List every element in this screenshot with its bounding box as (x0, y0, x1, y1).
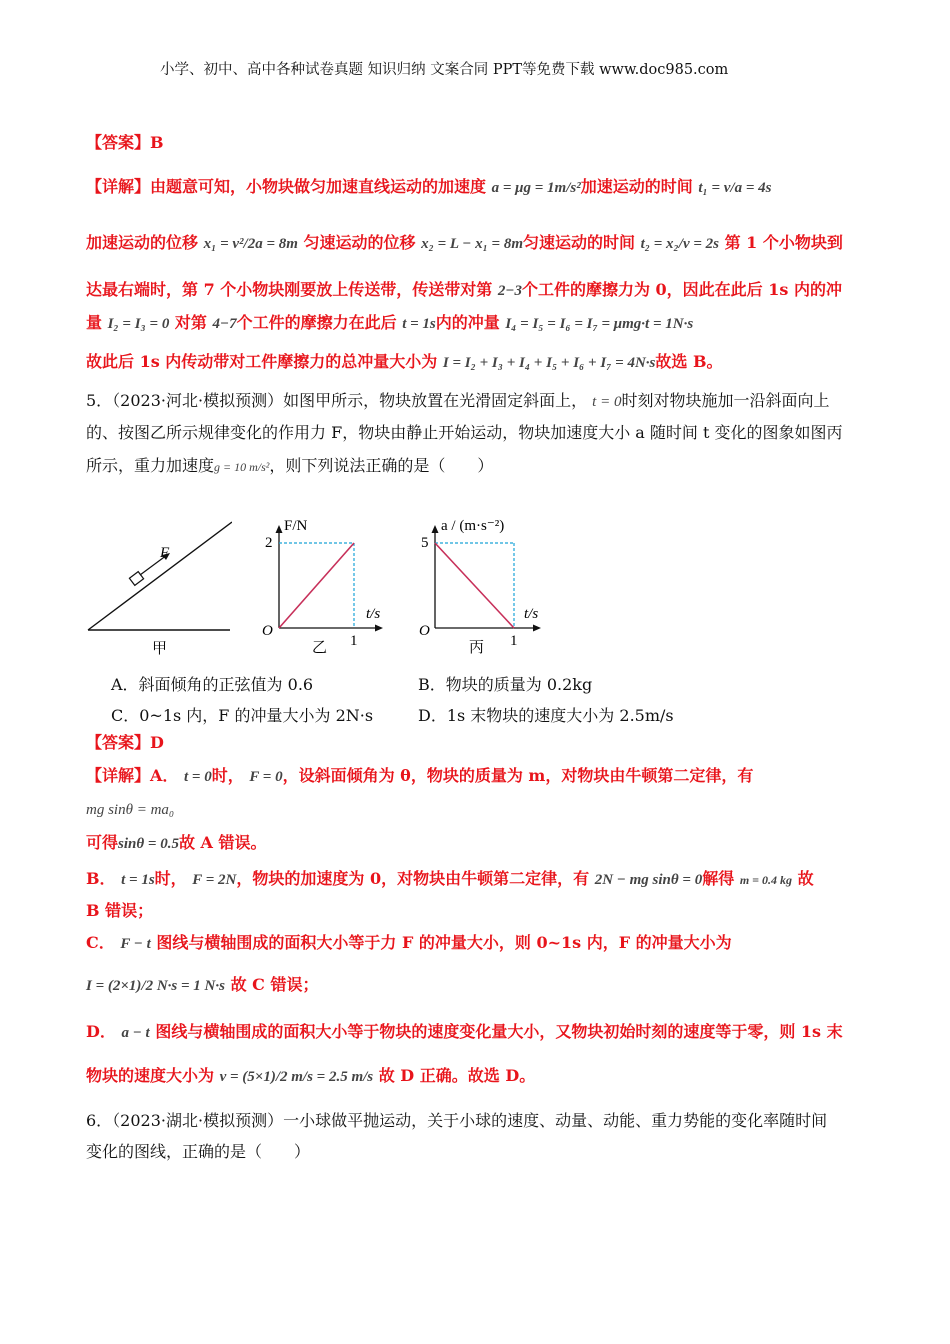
answer-value: B (150, 133, 164, 152)
origin-label: O (262, 623, 273, 639)
acceleration-line (435, 543, 514, 628)
y-tick: 2 (265, 535, 273, 551)
q5-answer (86, 733, 164, 753)
formula: x₁ = v²/2a = 8m (203, 236, 298, 252)
text: 匀速运动的时间 (523, 233, 636, 252)
text: 由题意可知，小物块做匀加速直线运动的加速度 (150, 177, 487, 196)
q6-stem-line-2: 变化的图线，正确的是（ ） (86, 1142, 311, 1161)
x-label: t/s (524, 606, 539, 622)
x-tick: 1 (350, 633, 358, 649)
q5-detail-d-line-1 (86, 1022, 843, 1043)
formula: t = 0 (184, 769, 212, 785)
text: 可得 (86, 833, 119, 852)
text: 解得 (702, 869, 735, 888)
caption-jia: 甲 (152, 641, 168, 657)
text: 内的冲量 (435, 313, 500, 332)
text: 个工件的摩擦力在此后 (236, 313, 397, 332)
text: ，物块的加速度为 0，对物块由牛顿第二定律，有 (236, 869, 590, 888)
formula: t = 0 (592, 394, 622, 410)
q4-detail-line-4 (86, 313, 693, 334)
text: 故 D 正确。故选 D。 (378, 1066, 536, 1085)
text: 第 1 个小物块到 (724, 233, 843, 252)
formula: t₂ = x₂/v = 2s (640, 236, 719, 252)
text: 加速运动的时间 (580, 177, 693, 196)
text: ，设斜面倾角为 θ，物块的质量为 m，对物块由牛顿第二定律，有 (282, 766, 754, 785)
q5-detail-b-line-2: B 错误； (86, 901, 154, 920)
formula: v = (5×1)/2 m/s = 2.5 m/s (219, 1069, 374, 1085)
y-axis-arrow (432, 525, 439, 533)
q5-detail-c-line-1 (86, 933, 732, 954)
answer-label: 【答案】 (86, 733, 151, 752)
formula: a − t (121, 1025, 150, 1041)
q5-detail-d-line-2 (86, 1066, 535, 1087)
text: 量 (86, 313, 103, 332)
formula: 4−7 (212, 316, 237, 332)
x-axis-arrow (533, 625, 541, 632)
formula: t₁ = v/a = 4s (698, 180, 772, 196)
formula: 2N − mg sinθ = 0 (594, 872, 703, 888)
formula: m = 0.4 kg (739, 873, 792, 887)
q5-detail-a-line-1 (86, 766, 753, 787)
text: 对第 (174, 313, 207, 332)
formula: t = 1s (121, 872, 155, 888)
formula: a = μg = 1m/s² (491, 180, 581, 196)
option-d: D．1s 末物块的速度大小为 2.5m/s (418, 706, 674, 725)
q5-detail-a-line-3 (86, 833, 267, 854)
text: 故选 B。 (655, 352, 723, 371)
formula: sinθ = 0.5 (118, 836, 179, 852)
formula: I = (2×1)/2 N·s = 1 N·s (86, 978, 225, 994)
x-tick: 1 (510, 633, 518, 649)
answer-label: 【答案】 (86, 133, 151, 152)
x-axis-arrow (375, 625, 383, 632)
text: 达最右端时，第 7 个小物块刚要放上传送带，传送带对第 (86, 280, 493, 299)
text: 时刻对物块施加一沿斜面向上 (621, 391, 830, 410)
q5-detail-b-line-1 (86, 869, 814, 890)
text: 故 A 错误。 (178, 833, 267, 852)
y-label: a / (m·s⁻²) (441, 518, 505, 534)
detail-label: 【详解】 (86, 177, 151, 196)
origin-label: O (419, 623, 430, 639)
q4-detail-line-3 (86, 280, 842, 301)
formula: I₂ = I₃ = 0 (107, 316, 170, 332)
formula: F = 2N (192, 872, 237, 888)
incline-line (88, 522, 232, 630)
text: 故此后 1s 内传动带对工件摩擦力的总冲量大小为 (86, 352, 438, 371)
q5-detail-c-line-2 (86, 975, 318, 996)
formula: F = 0 (249, 769, 283, 785)
detail-label: 【详解】 (86, 766, 151, 785)
q4-detail-line-2 (86, 233, 843, 254)
page-header: 小学、初中、高中各种试卷真题 知识归纳 文案合同 PPT等免费下载 www.doc985.com (160, 62, 729, 78)
q4-answer (86, 133, 164, 153)
text: 时， (211, 766, 244, 785)
force-label: F (160, 545, 170, 561)
q4-detail-line-5 (86, 352, 722, 373)
text: D． (86, 1022, 116, 1041)
formula: t = 1s (402, 316, 436, 332)
text: 故 C 错误； (230, 975, 319, 994)
force-line (279, 543, 354, 628)
q4-detail-line-1 (86, 177, 771, 198)
text: 故 (797, 869, 814, 888)
text: A． (150, 766, 179, 785)
option-a: A．斜面倾角的正弦值为 0.6 (111, 675, 314, 694)
q5-stem-line-3 (86, 456, 493, 477)
caption-yi: 乙 (312, 640, 328, 656)
formula: x₂ = L − x₁ = 8m (421, 236, 524, 252)
text: 个工件的摩擦力为 0，因此在此后 1s 内的冲 (521, 280, 842, 299)
formula: I₄ = I₅ = I₆ = I₇ = μmg·t = 1N·s (505, 316, 694, 332)
y-axis-arrow (276, 525, 283, 533)
q5-stem-line-1 (86, 391, 829, 412)
text: 所示，重力加速度 (86, 456, 215, 475)
option-b: B．物块的质量为 0.2kg (418, 675, 593, 694)
answer-value: D (150, 733, 164, 752)
formula: F − t (120, 936, 151, 952)
text: C． (86, 933, 115, 952)
formula: I = I₂ + I₃ + I₄ + I₅ + I₆ + I₇ = 4N·s (442, 355, 656, 371)
q6-stem-line-1: 6．（2023·湖北·模拟预测）一小球做平抛运动，关于小球的速度、动量、动能、重力势能的变化率随时间 (86, 1111, 828, 1130)
text: 图线与横轴围成的面积大小等于力 F 的冲量大小，则 0~1s 内，F 的冲量大小为 (156, 933, 732, 952)
q5-detail-a-line-2 (86, 799, 174, 820)
formula: mg sinθ = ma₀ (86, 802, 175, 818)
formula: 2−3 (497, 283, 522, 299)
caption-bing: 丙 (469, 640, 485, 656)
q5-stem-line-2: 的、按图乙所示规律变化的作用力 F，物块由静止开始运动，物块加速度大小 a 随时间 t 变化的图象如图丙 (86, 423, 843, 442)
text: 加速运动的位移 (86, 233, 199, 252)
text: 图线与横轴围成的面积大小等于物块的速度变化量大小，又物块初始时刻的速度等于零，则 1s 末 (155, 1022, 843, 1041)
text: 物块的速度大小为 (86, 1066, 215, 1085)
text: B． (86, 869, 116, 888)
y-tick: 5 (421, 535, 429, 551)
option-c: C．0~1s 内，F 的冲量大小为 2N·s (111, 706, 374, 725)
text: 匀速运动的位移 (303, 233, 416, 252)
x-label: t/s (366, 606, 381, 622)
text: ，则下列说法正确的是（ ） (269, 456, 494, 475)
text: 时， (154, 869, 187, 888)
text: 5．（2023·河北·模拟预测）如图甲所示，物块放置在光滑固定斜面上， (86, 391, 588, 410)
formula: g = 10 m/s² (214, 460, 270, 474)
y-label: F/N (284, 518, 308, 534)
figure-jia (82, 515, 232, 660)
figure-bing (410, 512, 565, 662)
figure-yi (252, 512, 392, 662)
